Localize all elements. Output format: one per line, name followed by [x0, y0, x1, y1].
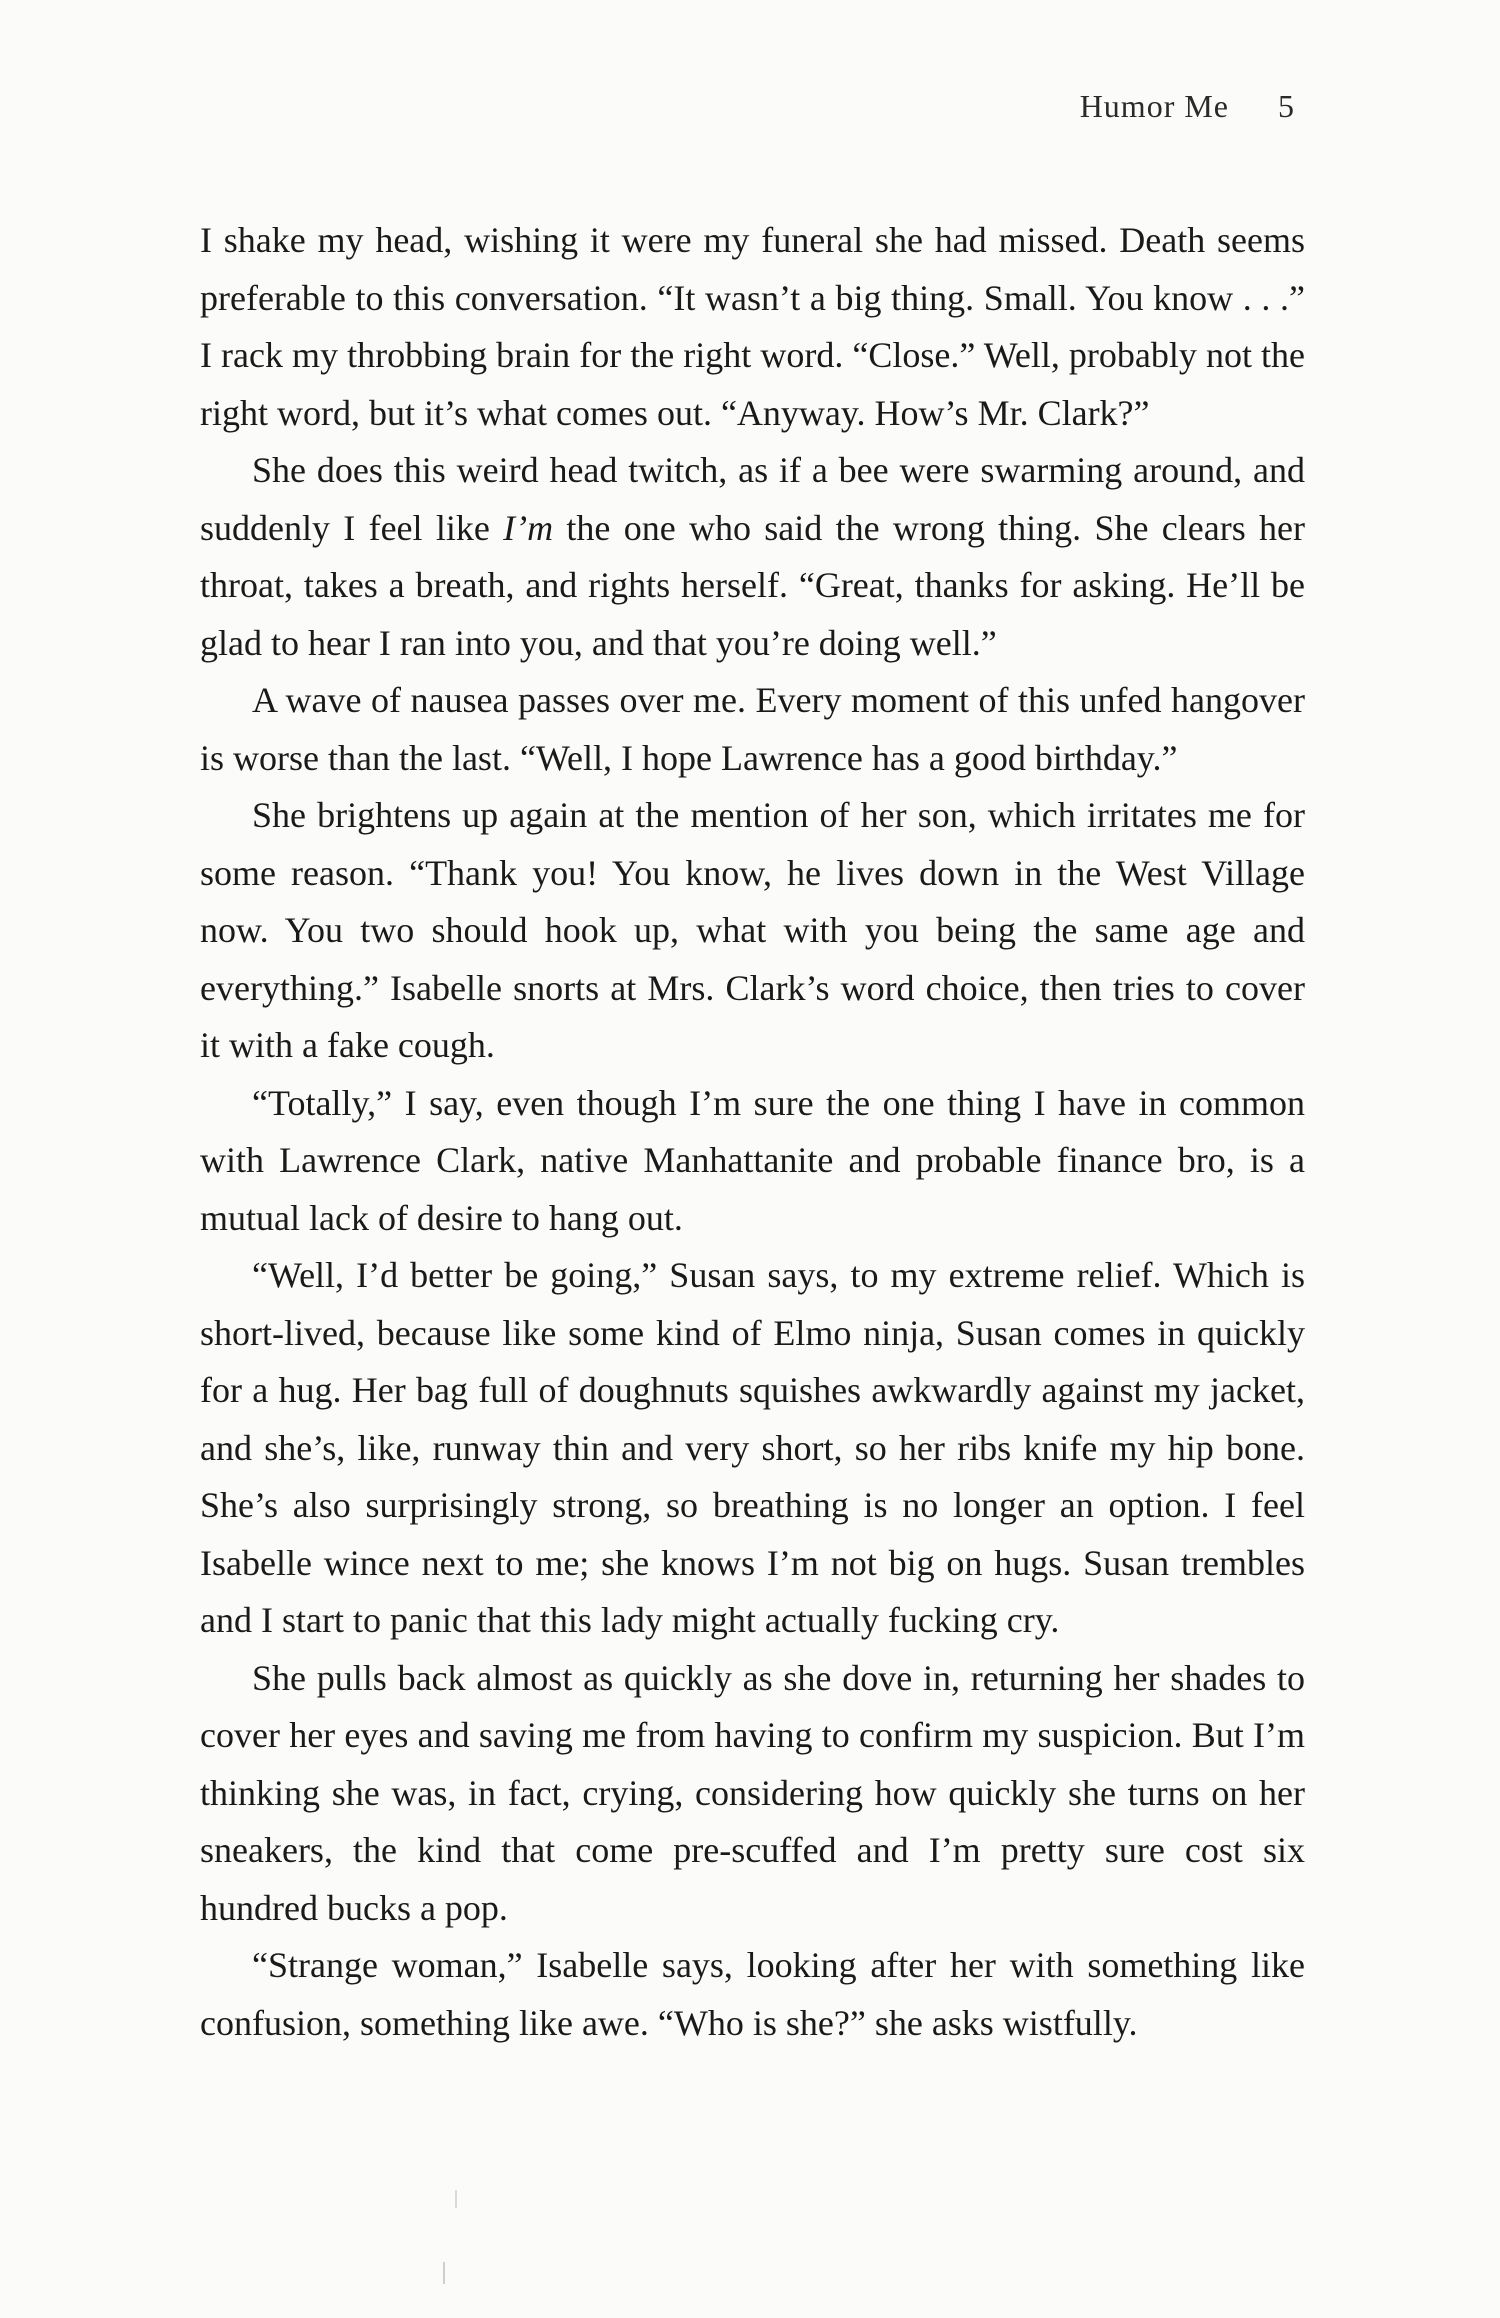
- paragraph: [200, 212, 1305, 442]
- paragraph-text: She brightens up again at the mention of her son, which irritates me for some reason. “Thank you! You know, he lives down in the West Village now. You two should hook up, what with you being the same age and everything.” Isabelle snorts at Mrs. Clark’s word choice, then tries to cover it with a fake cough.: [200, 795, 1305, 1065]
- paragraph-text: “Totally,” I say, even though I’m sure the one thing I have in common with Lawrence Clark, native Manhattanite and probable finance bro, is a mutual lack of desire to hang out.: [200, 1082, 1305, 1238]
- paragraph: [200, 1247, 1305, 1650]
- scan-artifact: [455, 2190, 457, 2208]
- paragraph-text: She does this weird head twitch, as if a bee were swarming around, and suddenly I feel like: [200, 450, 1305, 548]
- page-number: 5: [1278, 88, 1295, 124]
- scan-artifact: [443, 2262, 445, 2284]
- running-head-title: Humor Me: [1079, 88, 1229, 124]
- paragraph-text: She pulls back almost as quickly as she dove in, returning her shades to cover her eyes and saving me from having to confirm my suspicion. But I’m thinking she was, in fact, crying, considering how quickly she turns on her sneakers, the kind that come pre-scuffed and I’m pretty sure cost six hundred bucks a pop.: [200, 1657, 1305, 1928]
- italic-text: I’m: [503, 507, 554, 548]
- paragraph-text: “Well, I’d better be going,” Susan says, to my extreme relief. Which is short-lived, because like some kind of Elmo ninja, Susan comes in quickly for a hug. Her bag full of doughnuts squishes awkwardly against my jacket, and she’s, like, runway thin and very short, so her ribs knife my hip bone. She’s also surprisingly strong, so breathing is no longer an option. I feel Isabelle wince next to me; she knows I’m not big on hugs. Susan trembles and I start to panic that this lady might actually fucking cry.: [200, 1255, 1305, 1640]
- paragraph: [200, 672, 1305, 787]
- paragraph-text: I shake my head, wishing it were my funeral she had missed. Death seems preferable to this conversation. “It wasn’t a big thing. Small. You know . . .” I rack my throbbing brain for the right word. “Close.” Well, probably not the right word, but it’s what comes out. “Anyway. How’s Mr. Clark?”: [200, 220, 1305, 433]
- paragraph-text: “Strange woman,” Isabelle says, looking after her with something like confusion, something like awe. “Who is she?” she asks wistfully.: [200, 1945, 1305, 2043]
- paragraph-text: the one who said the wrong thing. She clears her throat, takes a breath, and rights herself. “Great, thanks for asking. He’ll be glad to hear I ran into you, and that you’re doing well.”: [200, 507, 1305, 663]
- paragraph: [200, 442, 1305, 672]
- body-text: [200, 212, 1305, 2052]
- paragraph-text: A wave of nausea passes over me. Every moment of this unfed hangover is worse than the last. “Well, I hope Lawrence has a good birthday.”: [200, 680, 1305, 778]
- paragraph: [200, 787, 1305, 1075]
- paragraph: [200, 1937, 1305, 2052]
- running-head: [1080, 88, 1295, 125]
- paragraph: [200, 1075, 1305, 1248]
- paragraph: [200, 1650, 1305, 1938]
